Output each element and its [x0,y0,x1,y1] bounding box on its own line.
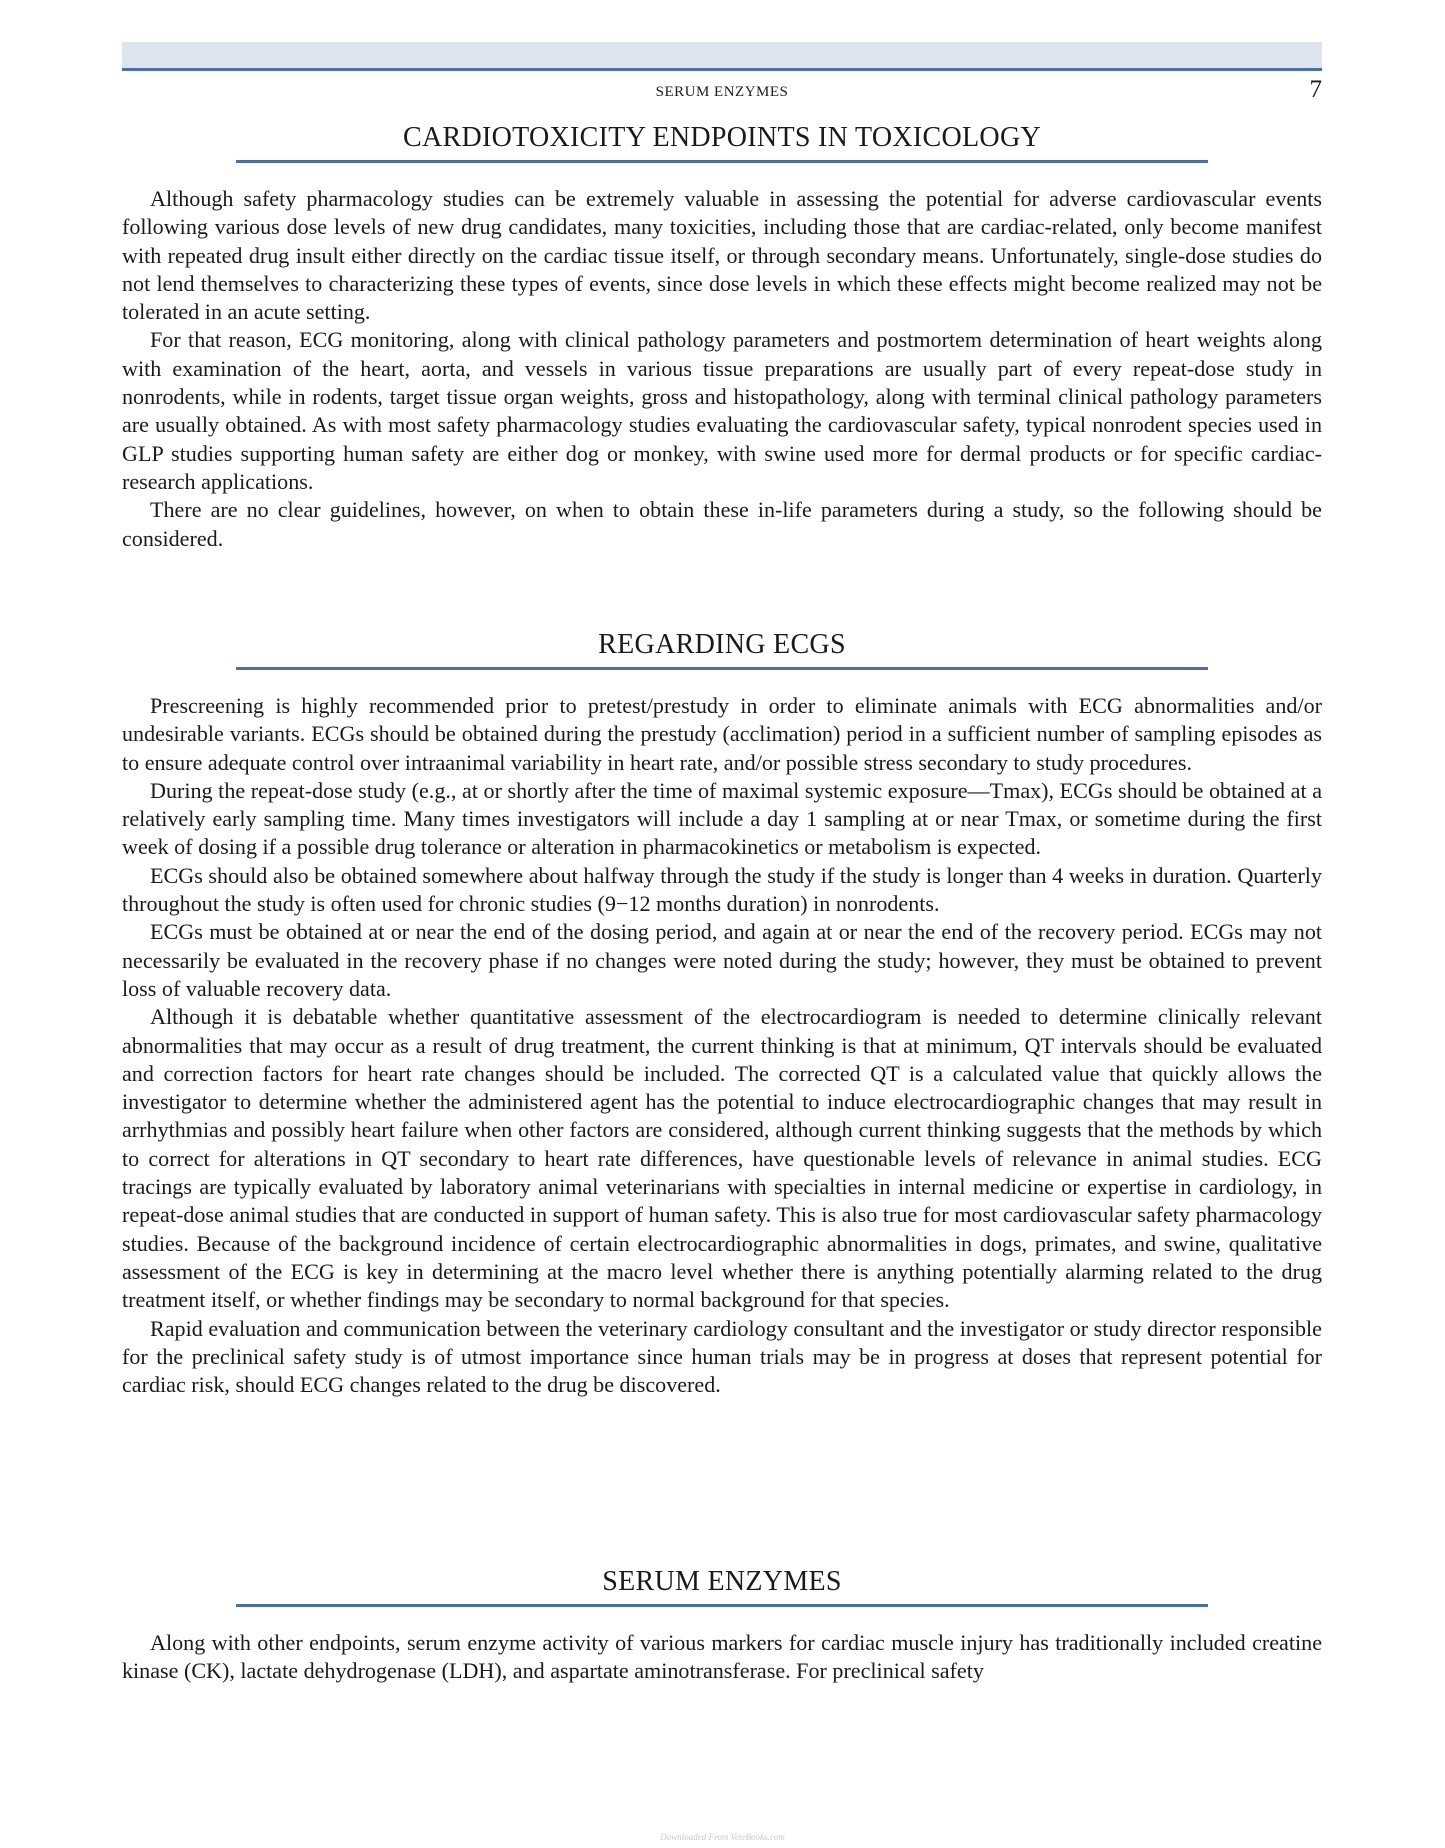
running-head: SERUM ENZYMES [655,84,789,100]
paragraph: Along with other endpoints, serum enzyme activity of various markers for cardiac muscle injury has traditionally included creatine kinase (CK), lactate dehydrogenase (LDH), and aspartate aminotransferase. For preclinical safety [122,1630,1322,1684]
paragraph: ECGs should also be obtained somewhere about halfway through the study if the study is longer than 4 weeks in duration. Quarterly throughout the study is often used for chronic studies (9−12 months duration) in nonrodents. [122,862,1322,917]
section-title: REGARDING ECGS [598,629,846,660]
paragraph: Rapid evaluation and communication between the veterinary cardiology consultant and the investigator or study director responsible for the preclinical safety study is of utmost importance since human trials may be in progress at doses that represent potential for cardiac risk, should ECG changes related to the drug be discovered. [122,1315,1322,1398]
paragraph: Although safety pharmacology studies can be extremely valuable in assessing the potential for adverse cardiovascular events following various dose levels of new drug candidates, many toxicities, including those that are cardiac-related, only become manifest with repeated drug insult either directly on the cardiac tissue itself, or through secondary means. Unfortunately, single-dose studies do not lend themselves to characterizing these types of events, since dose levels in which these effects might become realized may not be tolerated in an acute setting. [122,186,1322,325]
title-rule [236,1604,1208,1607]
paragraph: There are no clear guidelines, however, on when to obtain these in-life parameters during a study, so the following should be considered. [122,497,1322,551]
title-rule [236,667,1208,670]
section-regarding-ecgs [122,629,1322,1399]
paragraph: Although it is debatable whether quantitative assessment of the electrocardiogram is needed to determine clinically relevant abnormalities that may occur as a result of drug treatment, the current thinking is that at minimum, QT intervals should be evaluated and correction factors for heart rate changes should be included. The corrected QT is a calculated value that quickly allows the investigator to determine whether the administered agent has the potential to induce electrocardiographic changes that may result in arrhythmias and possibly heart failure when other factors are considered, although current thinking suggests that the methods by which to correct for alterations in QT secondary to heart rate differences, have questionable levels of relevance in animal studies. ECG tracings are typically evaluated by laboratory animal veterinarians with specialties in internal medicine or expertise in cardiology, in repeat-dose animal studies that are conducted in support of human safety. This is also true for most cardiovascular safety pharmacology studies. Because of the background incidence of certain electrocardiographic abnormalities in dogs, primates, and swine, qualitative assessment of the ECG is key in determining at the macro level whether there is anything potentially alarming related to the drug treatment itself, or whether findings may be secondary to normal background for that species. [122,1004,1322,1313]
paragraph: Prescreening is highly recommended prior to pretest/prestudy in order to eliminate animals with ECG abnormalities and/or undesirable variants. ECGs should be obtained during the prestudy (acclimation) period in a sufficient number of sampling episodes as to ensure adequate control over intraanimal variability in heart rate, and/or possible stress secondary to study procedures. [122,693,1322,775]
title-rule [236,160,1208,163]
section-body [122,692,1322,1399]
section-title: CARDIOTOXICITY ENDPOINTS IN TOXICOLOGY [402,122,1041,153]
section-title: SERUM ENZYMES [602,1566,842,1597]
header-band [122,42,1322,71]
paragraph: ECGs must be obtained at or near the end of the dosing period, and again at or near the end of the recovery period. ECGs may not necessarily be evaluated in the recovery phase if no changes were noted during the study; however, they must be obtained to prevent loss of valuable recovery data. [122,919,1322,1001]
page-number: 7 [1309,76,1322,103]
section-serum-enzymes [122,1566,1322,1686]
section-body [122,1629,1322,1686]
paragraph: During the repeat-dose study (e.g., at or shortly after the time of maximal systemic exposure—Tmax), ECGs should be obtained at a relatively early sampling time. Many times investigators will include a day 1 sampling at or near Tmax, or sometime during the first week of dosing if a possible drug tolerance or alteration in pharmacokinetics or metabolism is expected. [122,777,1322,860]
section-body [122,185,1322,553]
section-cardiotoxicity [122,122,1322,553]
paragraph: For that reason, ECG monitoring, along with clinical pathology parameters and postmortem determination of heart weights along with examination of the heart, aorta, and vessels in various tissue preparations are usually part of every repeat-dose study in nonrodents, while in rodents, target tissue organ weights, gross and histopathology, along with terminal clinical pathology parameters are usually obtained. As with most safety pharmacology studies evaluating the cardiovascular safety, typical nonrodent species used in GLP studies supporting human safety are either dog or monkey, with swine used more for dermal products or for specific cardiac-research applications. [122,327,1322,494]
footer-watermark: Downloaded From VeteBooks.com [660,1832,785,1842]
